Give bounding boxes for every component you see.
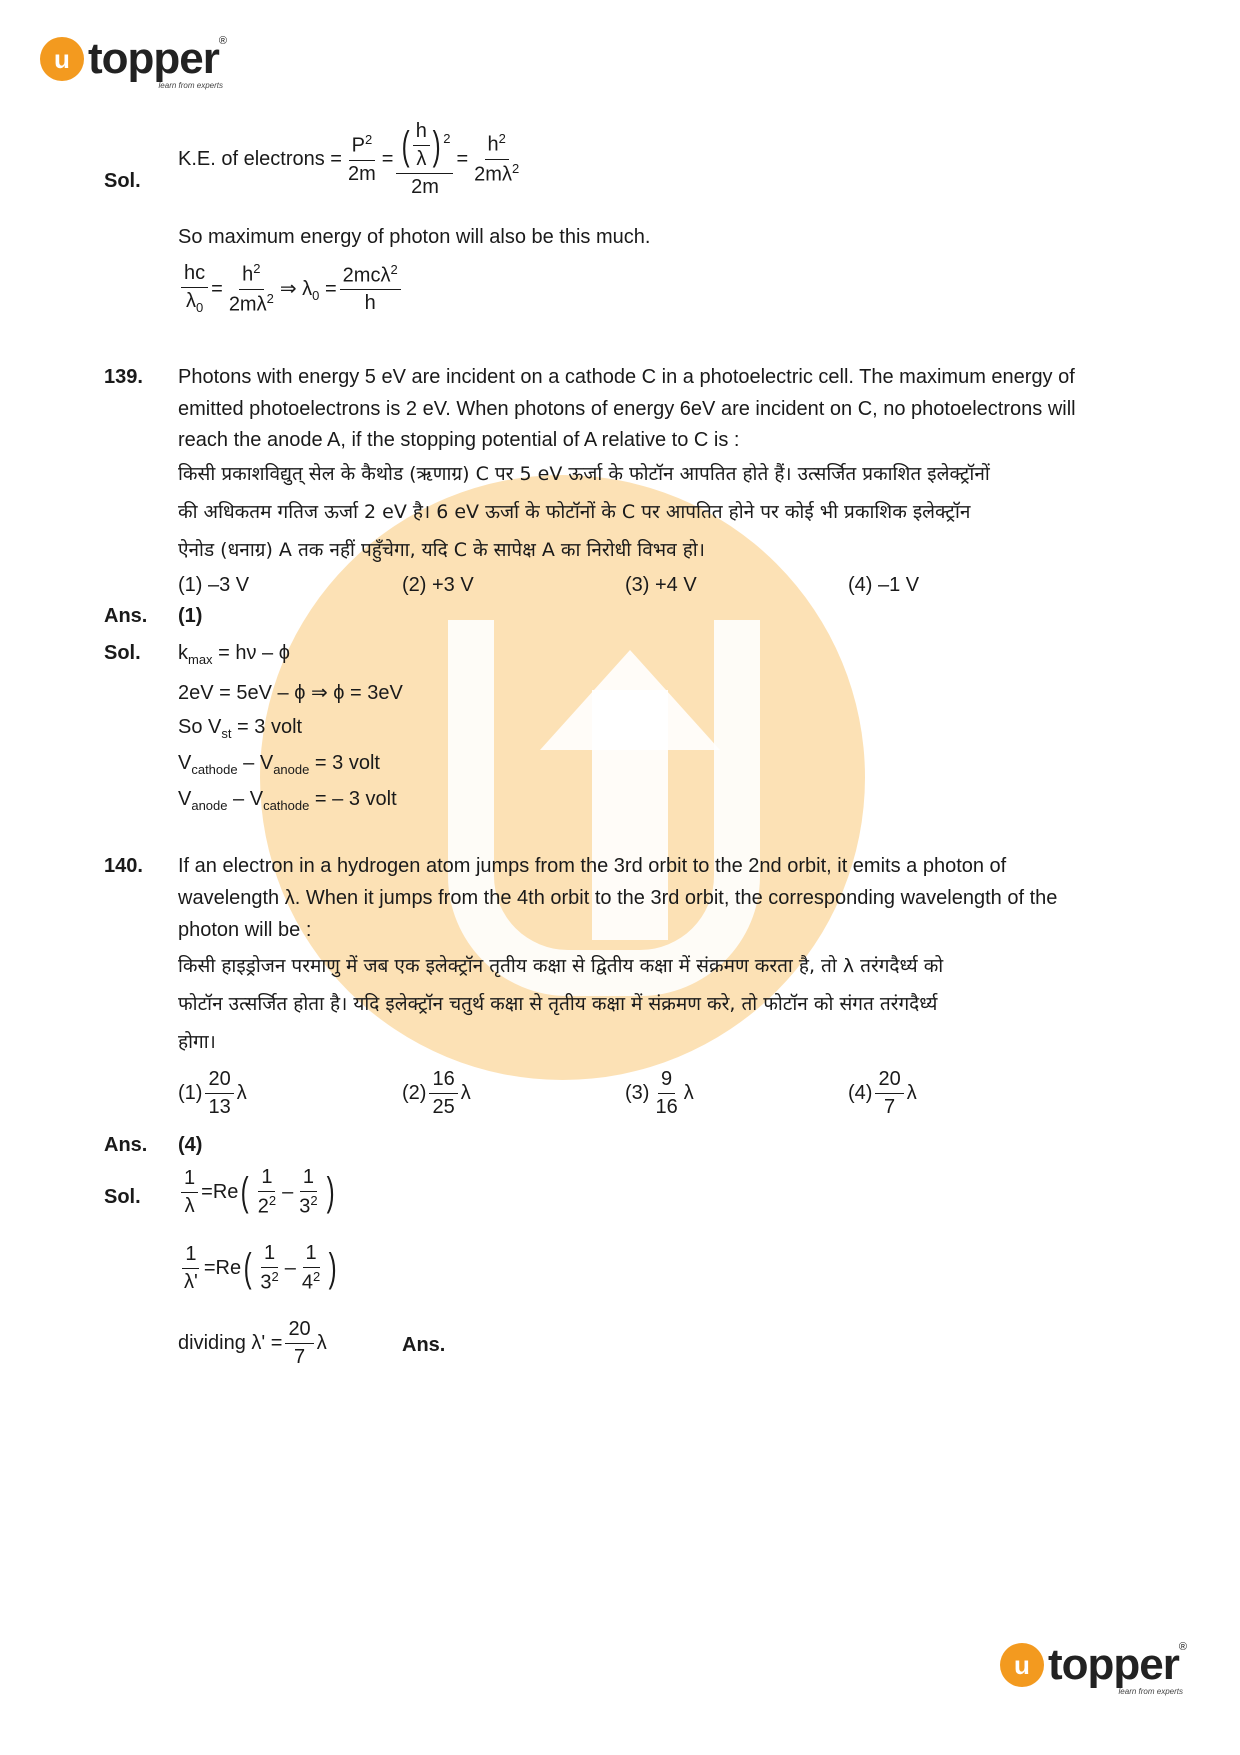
logo-u-icon: u [1000,1643,1044,1687]
q139-sol-label: Sol. [104,642,141,664]
logo-tagline: learn from experts [158,81,223,90]
q140-en-line2: wavelength λ. When it jumps from the 4th orbit to the 3rd orbit, the corresponding wavelength of the [178,887,1058,909]
q140-option-1: (1) $\frac{20}{13}$ λ [178,1068,247,1118]
q140-sol-result: dividing λ' = $\frac{20}{7}$ λ [178,1318,327,1368]
q139-hi-line3: ऐनोड (धनाग्र) A तक नहीं पहुँचेगा, यदि C के सापेक्ष A का निरोधी विभव हो। [178,539,705,561]
logo-wordmark: topper [1048,1640,1179,1689]
q140-option-2: (2) $\frac{16}{25}$ λ [402,1068,471,1118]
sol-intro-line2: So maximum energy of photon will also be this much. [178,226,651,248]
q139-answer: (1) [178,605,203,627]
q139-sol-line4: $V_{cathode} - V_{anode} = 3$ volt [178,752,380,777]
fraction-p2-2m: $\frac{P^2}{2m}$ [347,132,376,185]
q140-sol-ans: Ans. [402,1334,446,1356]
q140-en-line1: If an electron in a hydrogen atom jumps from the 3rd orbit to the 2nd orbit, it emits a photon of [178,855,1007,877]
q139-ans-label: Ans. [104,605,148,627]
logo-tagline: learn from experts [1118,1687,1183,1696]
q139-hi-line1: किसी प्रकाशविद्युत् सेल के कैथोड (ऋणाग्र) C पर 5 eV ऊर्जा के फोटॉन आपतित होते हैं। उत्सर्जित प्रकाशित इलेक्ट्रॉनों [178,463,990,485]
q140-ans-label: Ans. [104,1134,148,1156]
q140-hi-line3: होगा। [178,1031,216,1053]
q140-number: 140. [104,855,143,877]
q139-sol-line3: So $V_{st} = 3$ volt [178,716,303,741]
ke-text: K.E. of electrons = [178,148,342,170]
fraction-h2-2mlambda2-b: $\frac{h^2}{2m\lambda^2}$ [228,261,274,316]
q139-sol-line1: $k_{max} = h\nu - \phi$ [178,642,290,667]
q139-sol-line2: 2eV = 5eV – ϕ ⇒ ϕ = 3eV [178,682,403,704]
fraction-hc-lambda0: $\frac{hc}{\lambda_0}$ [181,262,208,316]
q140-option-3: (3) $\frac{9}{16}$ λ [625,1068,694,1118]
q140-sol-label: Sol. [104,1186,141,1208]
q139-hi-line2: की अधिकतम गतिज ऊर्जा 2 eV है। 6 eV ऊर्जा के फोटॉनों के C पर आपतित होने पर कोई भी प्रकाशिक इलेक्ट्रॉन [178,501,971,523]
q139-en-line3: reach the anode A, if the stopping potential of A relative to C is : [178,429,740,451]
q139-en-line1: Photons with energy 5 eV are incident on a cathode C in a photoelectric cell. The maximum energy of [178,366,1075,388]
q140-hi-line1: किसी हाइड्रोजन परमाणु में जब एक इलेक्ट्रॉन तृतीय कक्षा से द्वितीय कक्षा में संक्रमण करता है, तो λ तरंगदैर्ध्य को [178,955,944,977]
q139-sol-line5: $V_{anode} - V_{cathode}$ = – 3 volt [178,788,397,813]
q139-option-2: (2) +3 V [402,574,474,596]
q139-option-3: (3) +4 V [625,574,697,596]
top-logo [40,34,227,90]
bottom-logo [1000,1640,1187,1696]
logo-u-icon: u [40,37,84,81]
q139-option-1: (1) –3 V [178,574,250,596]
q140-answer: (4) [178,1134,203,1156]
watermark-arrow-head [540,650,720,750]
q140-hi-line2: फोटॉन उत्सर्जित होता है। यदि इलेक्ट्रॉन चतुर्थ कक्षा से तृतीय कक्षा में संक्रमण करे, तो फोटॉन को संगत तरंगदैर्ध्य [178,993,938,1015]
q140-sol-eq1: $\frac{1}{\lambda}$ = Re ( $\frac{1}{2^2}$ – $\frac{1}{3^2}$ ) [178,1166,337,1219]
q139-option-4: (4) –1 V [848,574,920,596]
fraction-2mclambda2-h: $\frac{2mc\lambda^2}{h}$ [340,263,401,316]
sol-intro-label: Sol. [104,170,141,192]
logo-wordmark: topper [88,34,219,83]
q140-option-4: (4) $\frac{20}{7}$ λ [848,1068,917,1118]
logo-registered-mark: ® [1178,1641,1187,1653]
logo-registered-mark: ® [218,35,227,47]
q139-number: 139. [104,366,143,388]
threshold-equation: $\frac{hc}{\lambda_0}$ = $\frac{h^2}{2m\lambda^2}$ ⇒ $\lambda_0$ = $\frac{2mc\lambda^2}{h}$ [178,262,404,316]
ke-equation: K.E. of electrons = $\frac{P^2}{2m}$ = ( $\frac{h}{\lambda}$ ) $^2$ 2m = $\frac{h^2}{2m\lambda^2}$ [178,120,525,199]
q140-sol-eq2: $\frac{1}{\lambda'}$ = Re ( $\frac{1}{3^2}$ – $\frac{1}{4^2}$ ) [184,1242,337,1294]
fraction-h2-2mlambda2: $\frac{h^2}{2m\lambda^2}$ [474,131,520,186]
q139-en-line2: emitted photoelectrons is 2 eV. When photons of energy 6eV are incident on C, no photoelectrons will [178,398,1076,420]
fraction-h-lambda-sq-2m: ( $\frac{h}{\lambda}$ ) $^2$ 2m [396,120,453,199]
q140-en-line3: photon will be : [178,919,312,941]
